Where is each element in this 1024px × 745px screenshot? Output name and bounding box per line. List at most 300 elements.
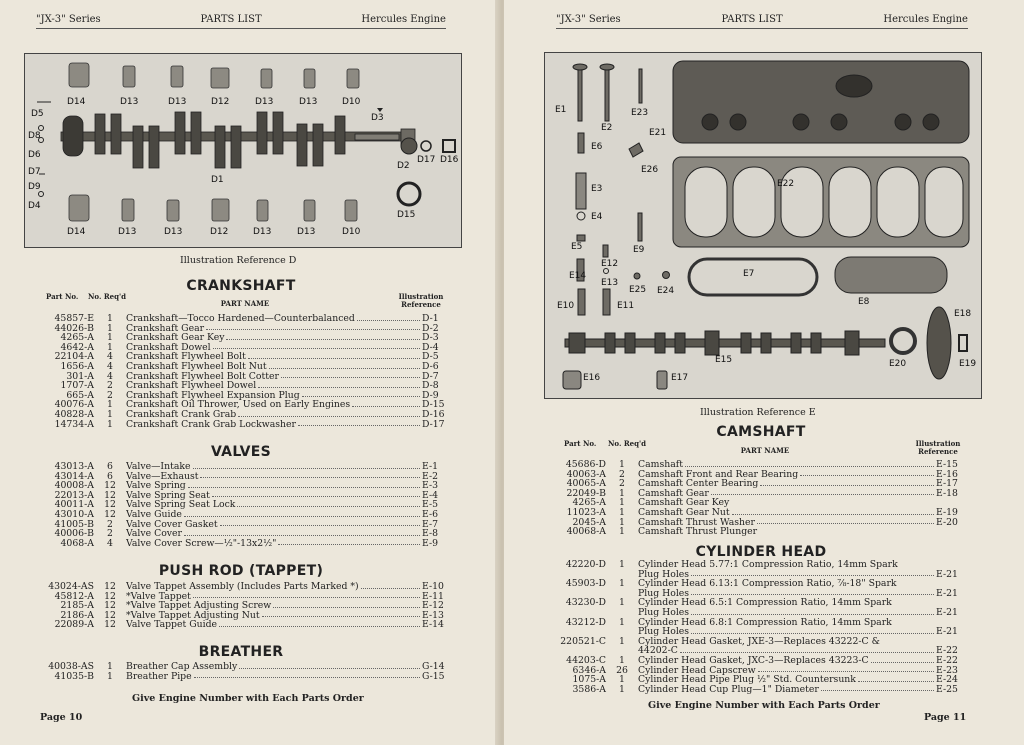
quantity: 2	[619, 478, 625, 490]
illus-label: E16	[583, 373, 601, 383]
part-name: Valve—Intake	[126, 462, 422, 472]
illus-label: D13	[253, 227, 272, 237]
crankshaft-drawing	[25, 54, 461, 247]
part-number: 1707-A	[60, 380, 94, 392]
illustration-caption: Illustration Reference D	[180, 255, 297, 266]
part-name: Cylinder Head Gasket, JXE-3—Replaces 43222-C & 44202-C	[638, 637, 936, 656]
part-number: 40038-AS	[48, 661, 94, 672]
table-row	[32, 324, 452, 334]
illustration-ref: D-9	[422, 389, 439, 401]
table-row	[32, 462, 452, 472]
part-name: Camshaft Gear Key	[638, 498, 730, 508]
col-header-name: PART NAME	[740, 446, 790, 455]
quantity: 1	[619, 526, 625, 538]
quantity: 1	[107, 408, 113, 420]
part-number: 22049-B	[566, 487, 606, 499]
illustration-ref: D-15	[422, 399, 445, 411]
illus-label: D8	[28, 131, 41, 141]
series-label: "JX-3" Series	[556, 14, 621, 25]
part-name: Valve Spring Seat Lock	[126, 500, 422, 510]
section-title-camshaft: CAMSHAFT	[716, 424, 806, 440]
part-number: 40076-A	[54, 399, 94, 411]
illus-label: E1	[555, 105, 567, 115]
illus-label: D6	[28, 150, 41, 160]
illus-label: E20	[889, 359, 907, 369]
table-row	[32, 472, 452, 482]
illustration-ref: E-5	[422, 499, 439, 511]
part-number: 40063-A	[566, 468, 606, 480]
table-row	[542, 527, 966, 537]
illustration-ref: E-1	[422, 461, 439, 472]
illustration-ref: E-16	[936, 468, 958, 480]
illus-label: E12	[601, 259, 619, 269]
part-number: 2045-A	[572, 516, 606, 528]
illus-label: E2	[601, 123, 613, 133]
part-name: Cylinder Head 6.8:1 Compression Ratio, 14mm Spark Plug Holes	[638, 618, 936, 637]
illustration-ref: E-7	[422, 518, 439, 530]
quantity: 26	[616, 664, 628, 676]
illus-label: E24	[657, 286, 675, 296]
part-number: 45903-D	[565, 578, 606, 590]
table-row	[32, 372, 452, 382]
part-number: 41035-B	[54, 670, 94, 682]
part-name: Camshaft Gear	[638, 489, 936, 499]
illus-label: E11	[617, 301, 635, 311]
illus-label: D12	[211, 97, 230, 107]
illus-label: D2	[397, 161, 410, 171]
quantity: 12	[104, 581, 116, 592]
part-number: 43013-A	[54, 461, 94, 472]
illus-label: D10	[342, 227, 361, 237]
quantity: 2	[107, 389, 113, 401]
push-rod-parts-table	[32, 582, 452, 630]
part-name: *Valve Tappet Adjusting Screw	[126, 601, 422, 611]
part-name: Crankshaft—Tocco Hardened—Counterbalanced	[126, 314, 422, 324]
illustration-ref: E-20	[936, 516, 958, 528]
quantity: 1	[619, 635, 625, 647]
table-row	[32, 362, 452, 372]
quantity: 1	[107, 341, 113, 353]
illus-label: E25	[629, 285, 647, 295]
cylinder-head-parts-table	[542, 560, 966, 694]
illustration-ref: E-14	[422, 619, 444, 631]
quantity: 1	[107, 418, 113, 430]
illustration-ref: D-2	[422, 322, 439, 334]
header-title: PARTS LIST	[721, 14, 783, 25]
part-name: Cylinder Head Capscrew	[638, 666, 936, 676]
table-row	[32, 601, 452, 611]
illus-label: E4	[591, 212, 603, 222]
illus-label: E26	[641, 165, 659, 175]
illus-label: D15	[397, 210, 416, 220]
part-name: Breather Cap Assembly	[126, 662, 422, 672]
illus-label: E7	[743, 269, 755, 279]
illustration-ref: E-22	[936, 654, 958, 666]
part-name: Crankshaft Gear	[126, 324, 422, 334]
illus-label: E17	[671, 373, 689, 383]
part-name: Crankshaft Crank Grab Lockwasher	[126, 420, 422, 430]
part-name: Crankshaft Crank Grab	[126, 410, 422, 420]
table-row	[542, 685, 966, 695]
table-row	[32, 343, 452, 353]
camshaft-valves-illustration	[544, 52, 982, 399]
part-number: 40008-A	[54, 480, 94, 492]
illus-label: D7	[28, 167, 41, 177]
col-header-part: Part No.	[564, 439, 597, 448]
quantity: 6	[107, 461, 113, 472]
part-number: 4642-A	[60, 341, 94, 353]
part-name: *Valve Tappet Adjusting Nut	[126, 611, 422, 621]
quantity: 1	[107, 661, 113, 672]
illustration-ref: D-7	[422, 370, 439, 382]
illus-label: D4	[28, 201, 41, 211]
crankshaft-parts-table	[32, 314, 452, 429]
part-number: 45857-E	[54, 313, 94, 324]
part-name: Crankshaft Flywheel Expansion Plug	[126, 391, 422, 401]
illustration-ref: E-21	[936, 568, 958, 580]
illustration-ref: D-17	[422, 418, 445, 430]
part-name: Camshaft Thrust Plunger	[638, 527, 758, 537]
part-number: 4265-A	[572, 497, 606, 509]
quantity: 1	[619, 516, 625, 528]
series-label: "JX-3" Series	[36, 14, 101, 25]
illus-label: E13	[601, 278, 619, 288]
part-name: Camshaft	[638, 460, 936, 470]
quantity: 1	[619, 497, 625, 509]
table-row	[32, 491, 452, 501]
illus-label: D10	[342, 97, 361, 107]
part-name: Breather Pipe	[126, 672, 422, 682]
breather-parts-table	[32, 662, 452, 681]
quantity: 4	[107, 360, 113, 372]
table-row	[542, 579, 966, 598]
quantity: 4	[107, 351, 113, 363]
illus-label: D13	[120, 97, 139, 107]
quantity: 1	[107, 670, 113, 682]
part-name: Crankshaft Flywheel Bolt Cotter	[126, 372, 422, 382]
illus-label: E5	[571, 242, 583, 252]
quantity: 12	[104, 609, 116, 621]
illustration-ref: D-6	[422, 360, 439, 372]
illus-label: D1	[211, 175, 224, 185]
part-number: 1075-A	[572, 674, 606, 686]
illustration-ref: E-18	[936, 487, 958, 499]
illus-label: E8	[858, 297, 870, 307]
col-header-name: PART NAME	[220, 299, 270, 308]
part-name: Cylinder Head Cup Plug—1" Diameter	[638, 685, 936, 695]
part-name: Valve Cover Gasket	[126, 520, 422, 530]
illus-label: D12	[210, 227, 229, 237]
part-number: 40065-A	[566, 478, 606, 490]
table-row	[32, 352, 452, 362]
col-header-ref: Illustration Reference	[398, 292, 444, 309]
part-name: Valve Spring Seat	[126, 491, 422, 501]
part-name: Camshaft Gear Nut	[638, 508, 936, 518]
part-name: Cylinder Head 6.5:1 Compression Ratio, 14mm Spark Plug Holes	[638, 598, 936, 617]
illus-label: E10	[557, 301, 575, 311]
quantity: 1	[619, 674, 625, 686]
illus-label: D14	[67, 227, 86, 237]
table-row	[32, 582, 452, 592]
part-number: 4265-A	[60, 332, 94, 344]
illustration-ref: E-25	[936, 683, 958, 695]
illus-label: D9	[28, 182, 41, 192]
table-row	[32, 410, 452, 420]
order-footer-note: Give Engine Number with Each Parts Order	[132, 693, 364, 704]
part-name: Crankshaft Flywheel Dowel	[126, 381, 422, 391]
part-number: 22089-A	[54, 619, 94, 631]
illustration-caption: Illustration Reference E	[700, 407, 816, 418]
part-number: 40828-A	[54, 408, 94, 420]
quantity: 1	[107, 399, 113, 411]
quantity: 1	[619, 559, 625, 570]
illus-label: E3	[591, 184, 603, 194]
table-row	[542, 637, 966, 656]
part-number: 40068-A	[566, 526, 606, 538]
page-header	[36, 14, 446, 29]
table-row	[32, 539, 452, 549]
part-number: 22104-A	[54, 351, 94, 363]
quantity: 1	[619, 597, 625, 609]
illustration-ref: E-11	[422, 590, 444, 602]
part-number: 40006-B	[54, 528, 94, 540]
part-name: Camshaft Front and Rear Bearing	[638, 470, 936, 480]
illustration-ref: E-15	[936, 459, 958, 470]
part-number: 43212-D	[565, 616, 606, 628]
engine-label: Hercules Engine	[883, 14, 968, 25]
part-number: 41005-B	[54, 518, 94, 530]
part-number: 14734-A	[54, 418, 94, 430]
part-name: Valve Tappet Assembly (Includes Parts Marked *)	[126, 582, 422, 592]
part-number: 11023-A	[566, 506, 606, 518]
illustration-ref: D-1	[422, 313, 439, 324]
illustration-ref: D-8	[422, 380, 439, 392]
part-name: Crankshaft Dowel	[126, 343, 422, 353]
table-row	[32, 592, 452, 602]
part-name: Crankshaft Flywheel Bolt	[126, 352, 422, 362]
part-name: Valve—Exhaust	[126, 472, 422, 482]
quantity: 6	[107, 470, 113, 482]
part-number: 665-A	[66, 389, 94, 401]
part-name: Camshaft Center Bearing	[638, 479, 936, 489]
part-name: Valve Guide	[126, 510, 422, 520]
illustration-ref: E-22	[936, 645, 958, 657]
page-11	[504, 0, 1024, 745]
table-row	[32, 400, 452, 410]
page-number: Page 11	[924, 712, 967, 723]
part-name: Crankshaft Oil Thrower, Used on Early Engines	[126, 400, 422, 410]
quantity: 2	[619, 468, 625, 480]
col-header-req: No. Req'd	[88, 292, 127, 301]
table-row	[32, 481, 452, 491]
illustration-ref: G-15	[422, 670, 445, 682]
table-row	[32, 391, 452, 401]
illustration-ref: D-16	[422, 408, 445, 420]
part-number: 44203-C	[566, 654, 606, 666]
illustration-ref: E-3	[422, 480, 439, 492]
page-10	[0, 0, 500, 745]
illus-label: D13	[299, 97, 318, 107]
illustration-ref: E-24	[936, 674, 958, 686]
illustration-ref: E-21	[936, 587, 958, 599]
table-row	[32, 314, 452, 324]
table-row	[32, 381, 452, 391]
quantity: 1	[619, 616, 625, 628]
illus-label: D13	[164, 227, 183, 237]
part-number: 2185-A	[60, 600, 94, 612]
part-number: 1656-A	[60, 360, 94, 372]
illustration-ref: E-23	[936, 664, 958, 676]
illus-label: D5	[31, 109, 44, 119]
quantity: 2	[107, 528, 113, 540]
col-header-part: Part No.	[46, 292, 79, 301]
quantity: 12	[104, 499, 116, 511]
table-row	[32, 672, 452, 682]
illustration-ref: E-21	[936, 606, 958, 618]
illustration-ref: E-8	[422, 528, 439, 540]
part-number: 2186-A	[60, 609, 94, 621]
part-name: *Valve Tappet	[126, 592, 422, 602]
illustration-ref: D-4	[422, 341, 439, 353]
quantity: 1	[107, 313, 113, 324]
col-header-ref: Illustration Reference	[915, 439, 961, 456]
illus-label: E23	[631, 108, 649, 118]
col-header-req: No. Req'd	[608, 439, 647, 448]
section-title-breather: BREATHER	[198, 644, 284, 660]
part-number: 42220-D	[565, 559, 606, 570]
part-number: 3586-A	[572, 683, 606, 695]
illustration-ref: G-14	[422, 661, 445, 672]
part-number: 220521-C	[560, 635, 606, 647]
camshaft-parts-table	[542, 460, 966, 537]
part-name: Crankshaft Gear Key	[126, 333, 422, 343]
part-name: Valve Cover	[126, 529, 422, 539]
part-number: 4068-A	[60, 537, 94, 549]
quantity: 1	[107, 322, 113, 334]
crankshaft-illustration	[24, 53, 462, 248]
part-number: 45812-A	[54, 590, 94, 602]
illus-label: E9	[633, 245, 645, 255]
illustration-ref: E-6	[422, 508, 439, 520]
table-row	[32, 333, 452, 343]
header-title: PARTS LIST	[200, 14, 262, 25]
illus-label: D13	[118, 227, 137, 237]
part-number: 6346-A	[572, 664, 606, 676]
illustration-ref: D-3	[422, 332, 439, 344]
quantity: 12	[104, 619, 116, 631]
illustration-ref: E-10	[422, 581, 444, 592]
part-number: 22013-A	[54, 489, 94, 501]
part-name: Cylinder Head 5.77:1 Compression Ratio, 14mm Spark Plug Holes	[638, 560, 936, 579]
illus-label: E19	[959, 359, 977, 369]
quantity: 1	[619, 487, 625, 499]
part-name: Crankshaft Flywheel Bolt Nut	[126, 362, 422, 372]
illus-label: E15	[715, 355, 733, 365]
part-number: 44026-B	[54, 322, 94, 334]
illustration-ref: E-21	[936, 626, 958, 638]
page-header	[556, 14, 968, 29]
section-title-valves: VALVES	[211, 444, 271, 460]
illustration-ref: E-12	[422, 600, 444, 612]
illus-label: E18	[954, 309, 972, 319]
illus-label: D13	[255, 97, 274, 107]
illustration-ref: E-19	[936, 506, 958, 518]
valves-head-drawing	[545, 53, 981, 398]
quantity: 1	[619, 683, 625, 695]
part-number: 43010-A	[54, 508, 94, 520]
part-number: 301-A	[66, 370, 94, 382]
page-number: Page 10	[40, 712, 83, 723]
quantity: 1	[619, 459, 625, 470]
quantity: 1	[619, 506, 625, 518]
illus-label: D13	[168, 97, 187, 107]
quantity: 12	[104, 590, 116, 602]
section-title-push-rod: PUSH ROD (TAPPET)	[158, 563, 324, 579]
table-row	[32, 611, 452, 621]
table-row	[32, 500, 452, 510]
illustration-ref: E-4	[422, 489, 439, 501]
illus-label: E22	[777, 179, 795, 189]
part-name: Valve Tappet Guide	[126, 620, 422, 630]
illustration-ref: E-13	[422, 609, 444, 621]
part-name: Cylinder Head 6.13:1 Compression Ratio, ⅞-18" Spark Plug Holes	[638, 579, 936, 598]
quantity: 2	[107, 518, 113, 530]
quantity: 12	[104, 489, 116, 501]
part-name: Valve Spring	[126, 481, 422, 491]
order-footer-note: Give Engine Number with Each Parts Order	[648, 700, 880, 711]
part-number: 45686-D	[565, 459, 606, 470]
illustration-ref: E-2	[422, 470, 439, 482]
quantity: 1	[619, 654, 625, 666]
part-name: Camshaft Thrust Washer	[638, 518, 936, 528]
part-number: 40011-A	[54, 499, 94, 511]
illustration-ref: E-17	[936, 478, 958, 490]
quantity: 4	[107, 370, 113, 382]
section-title-crankshaft: CRANKSHAFT	[186, 278, 296, 294]
table-row	[32, 529, 452, 539]
part-name: Cylinder Head Gasket, JXC-3—Replaces 43223-C	[638, 656, 936, 666]
part-number: 43024-AS	[48, 581, 94, 592]
table-row	[542, 618, 966, 637]
section-title-cylinder-head: CYLINDER HEAD	[695, 544, 827, 560]
quantity: 1	[619, 578, 625, 590]
quantity: 2	[107, 380, 113, 392]
part-number: 43014-A	[54, 470, 94, 482]
illus-label: D3	[371, 113, 384, 123]
illustration-ref: D-5	[422, 351, 439, 363]
part-name: Cylinder Head Pipe Plug ½" Std. Countersunk	[638, 675, 936, 685]
part-name: Valve Cover Screw—½"-13x2½"	[126, 539, 422, 549]
illus-label: D17	[417, 155, 436, 165]
table-row	[542, 560, 966, 579]
part-number: 43230-D	[565, 597, 606, 609]
illustration-ref: E-9	[422, 537, 439, 549]
quantity: 12	[104, 480, 116, 492]
illus-label: E14	[569, 271, 587, 281]
illus-label: D14	[67, 97, 86, 107]
table-row	[32, 620, 452, 630]
table-row	[32, 520, 452, 530]
quantity: 1	[107, 332, 113, 344]
quantity: 4	[107, 537, 113, 549]
table-row	[542, 598, 966, 617]
table-row	[32, 662, 452, 672]
illustration-ref	[936, 527, 966, 537]
quantity: 12	[104, 508, 116, 520]
illus-label: D13	[297, 227, 316, 237]
valves-parts-table	[32, 462, 452, 548]
table-row	[32, 510, 452, 520]
